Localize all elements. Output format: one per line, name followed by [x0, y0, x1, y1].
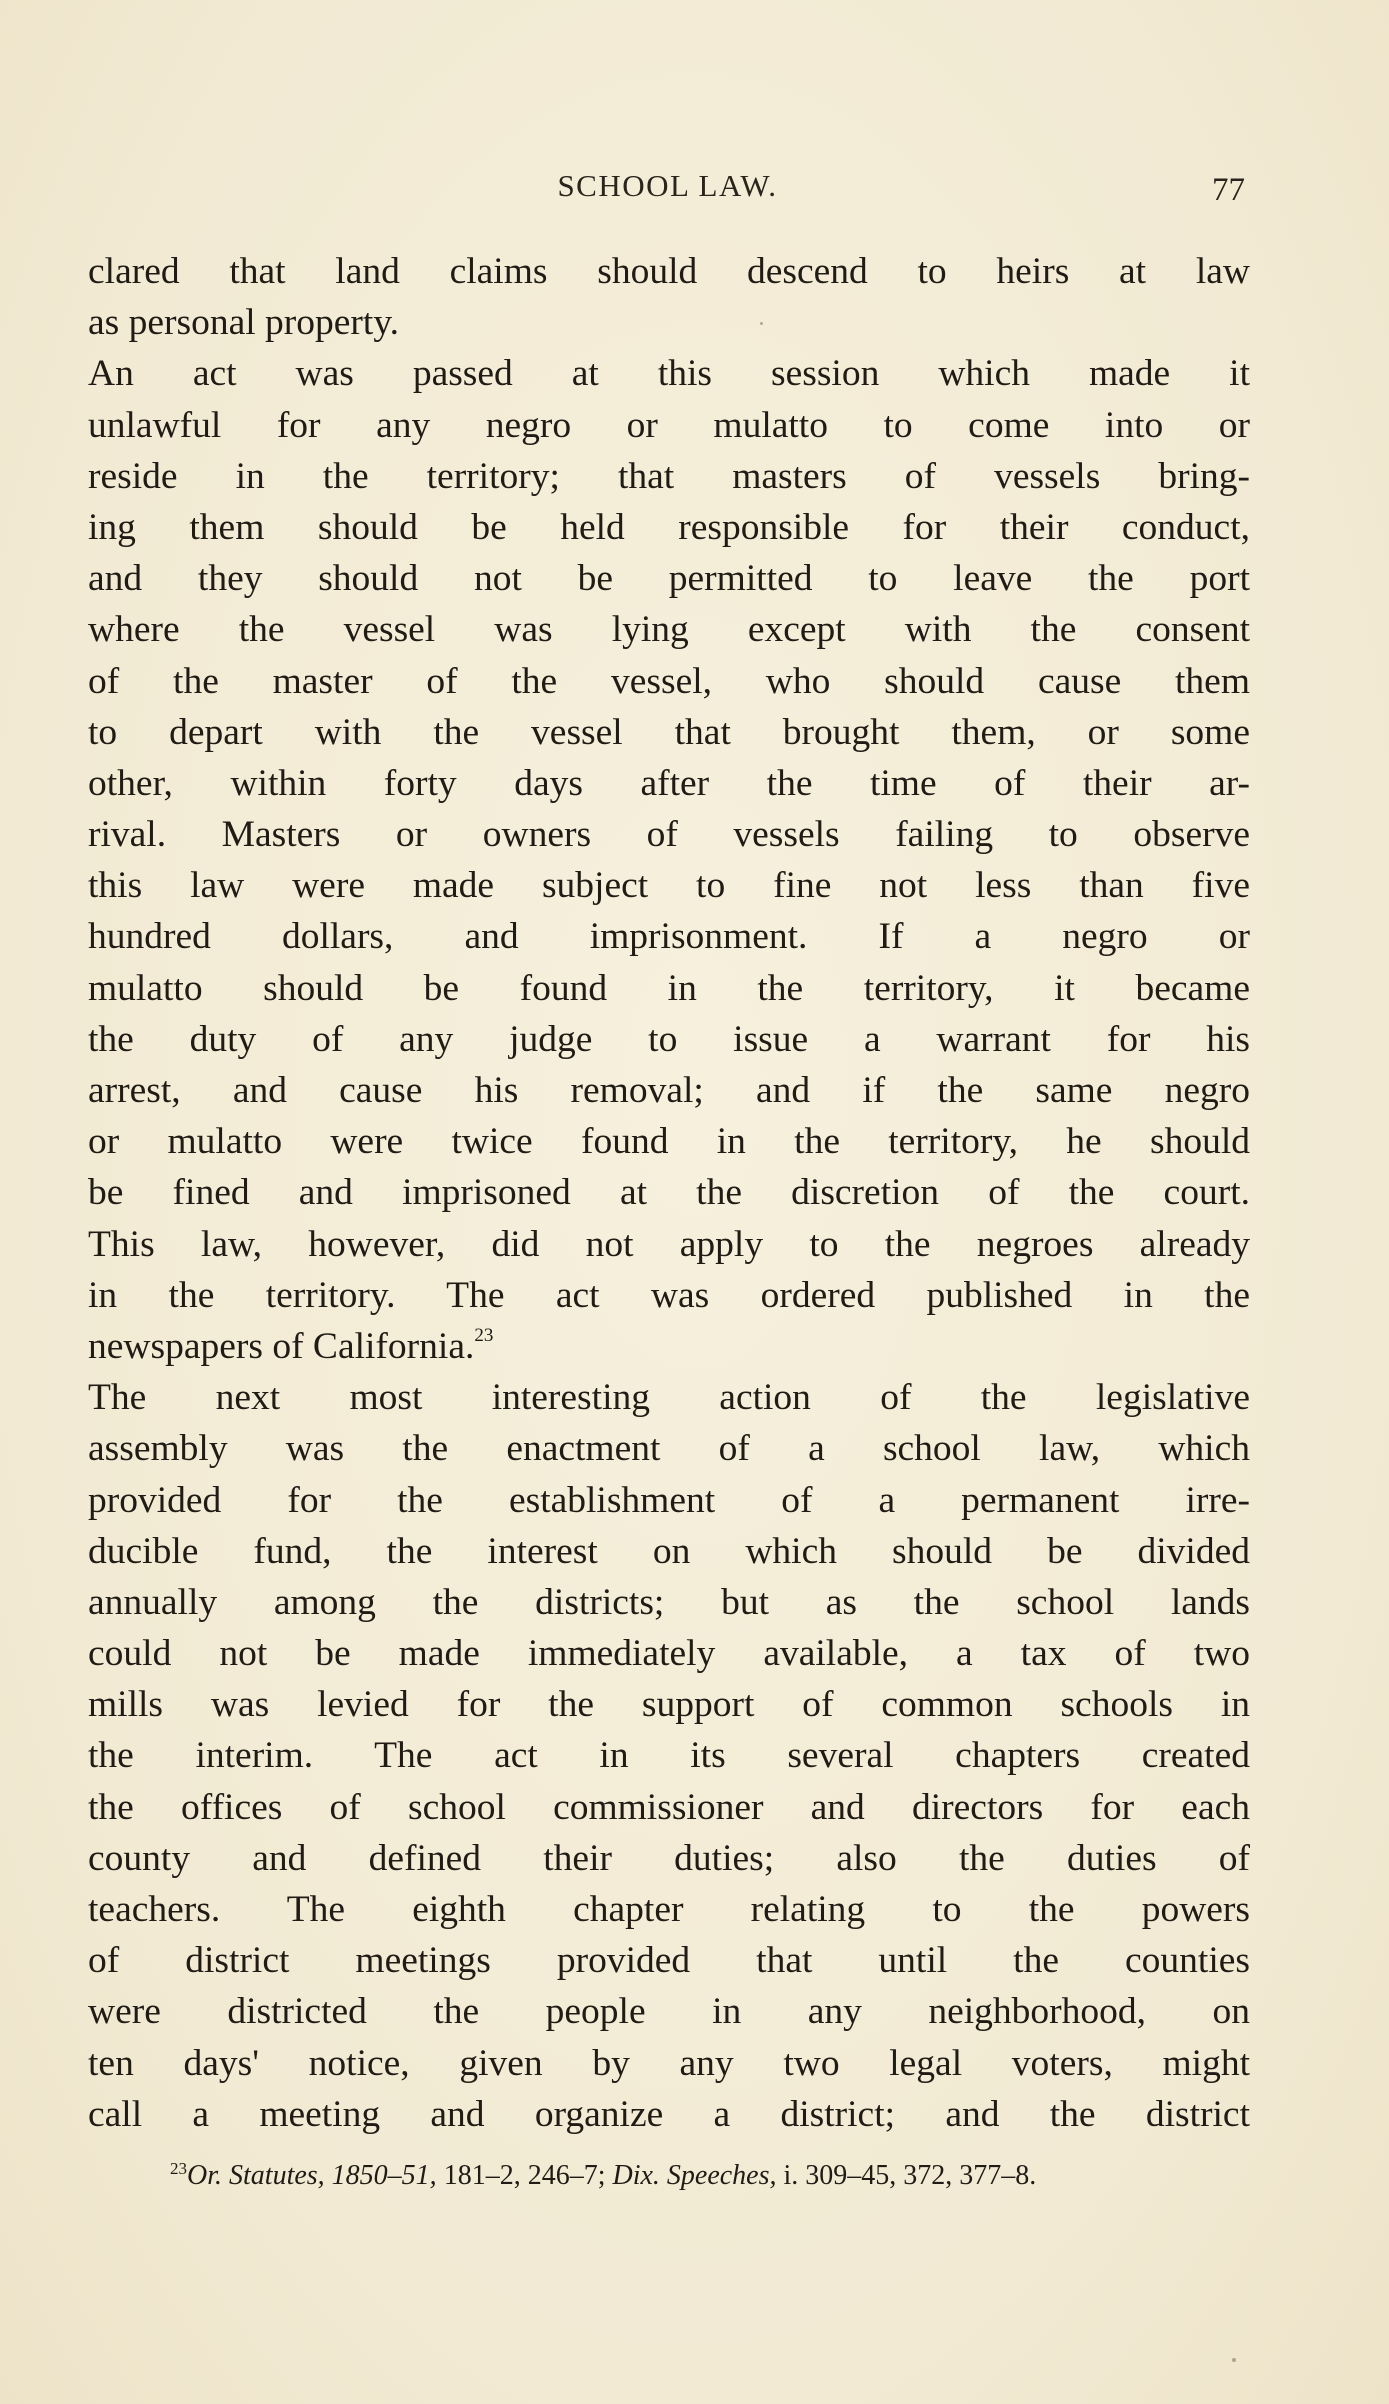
- text-line: rival. Masters or owners of vessels failing to observe: [88, 814, 1250, 856]
- paper-speck: [1232, 2358, 1236, 2362]
- footnote-pages: i. 309–45, 372, 377–8.: [776, 2160, 1037, 2191]
- text-line: The next most interesting action of the legislative: [88, 1377, 1250, 1419]
- paper-speck: [760, 322, 763, 325]
- page-number: 77: [1212, 172, 1245, 208]
- text-line: mulatto should be found in the territory, it became: [88, 967, 1250, 1009]
- text-line: assembly was the enactment of a school law, which: [88, 1428, 1250, 1470]
- text-line: ducible fund, the interest on which should be divided: [88, 1530, 1250, 1572]
- text-line: teachers. The eighth chapter relating to the powers: [88, 1889, 1250, 1930]
- text-line: unlawful for any negro or mulatto to come into or: [88, 404, 1250, 446]
- footnote-pages: 181–2, 246–7;: [436, 2160, 613, 2191]
- text-line: as personal property.: [88, 302, 400, 344]
- footnote-reference[interactable]: 23: [474, 1324, 494, 1346]
- text-line: to depart with the vessel that brought them, or some: [88, 711, 1250, 753]
- text-line: or mulatto were twice found in the territory, he should: [88, 1121, 1250, 1163]
- text-line: of the master of the vessel, who should cause them: [88, 660, 1250, 702]
- text-line: of district meetings provided that until the counties: [88, 1940, 1250, 1982]
- text-line: could not be made immediately available, a tax of two: [88, 1633, 1250, 1675]
- text-line: the duty of any judge to issue a warrant for his: [88, 1018, 1250, 1060]
- text-line: call a meeting and organize a district; and the district: [88, 2093, 1250, 2135]
- text-line: This law, however, did not apply to the negroes already: [88, 1223, 1250, 1265]
- text-line: ten days' notice, given by any two legal voters, might: [88, 2042, 1250, 2084]
- text-line: clared that land claims should descend to heirs at law: [88, 251, 1250, 292]
- text-line: in the territory. The act was ordered published in the: [88, 1274, 1250, 1316]
- text-line: mills was levied for the support of common schools in: [88, 1684, 1250, 1726]
- footnote: [170, 2160, 1250, 2192]
- text-line: this law were made subject to fine not less than five: [88, 865, 1250, 907]
- page-title: SCHOOL LAW.: [557, 168, 778, 203]
- text-line: hundred dollars, and imprisonment. If a negro or: [88, 916, 1250, 958]
- text-line: were districted the people in any neighborhood, on: [88, 1991, 1250, 2033]
- text-line: other, within forty days after the time of their ar-: [88, 762, 1250, 804]
- text-line: county and defined their duties; also the duties of: [88, 1837, 1250, 1879]
- text-line: An act was passed at this session which made it: [88, 353, 1250, 395]
- text-line: the offices of school commissioner and directors for each: [88, 1786, 1250, 1828]
- text-line: reside in the territory; that masters of vessels bring-: [88, 455, 1250, 497]
- text-line-with-footnote: [88, 1321, 1250, 1372]
- text-line: arrest, and cause his removal; and if the same negro: [88, 1070, 1250, 1111]
- footnote-source-statutes: Or. Statutes, 1850–51,: [187, 2160, 437, 2191]
- footnote-number: 23: [170, 2159, 187, 2178]
- text-line: where the vessel was lying except with the consent: [88, 609, 1250, 651]
- text-line: annually among the districts; but as the school lands: [88, 1581, 1250, 1623]
- text-line: and they should not be permitted to leave the port: [88, 558, 1250, 600]
- footnote-source-speeches: Dix. Speeches,: [612, 2160, 777, 2191]
- body-text: [88, 246, 1250, 2140]
- text-line: newspapers of California.: [88, 1325, 475, 1367]
- text-line: the interim. The act in its several chapters created: [88, 1735, 1250, 1777]
- text-line: ing them should be held responsible for their conduct,: [88, 506, 1250, 548]
- text-line: provided for the establishment of a permanent irre-: [88, 1479, 1250, 1521]
- text-line: be fined and imprisoned at the discretion of the court.: [88, 1172, 1250, 1214]
- running-head: [90, 168, 1245, 208]
